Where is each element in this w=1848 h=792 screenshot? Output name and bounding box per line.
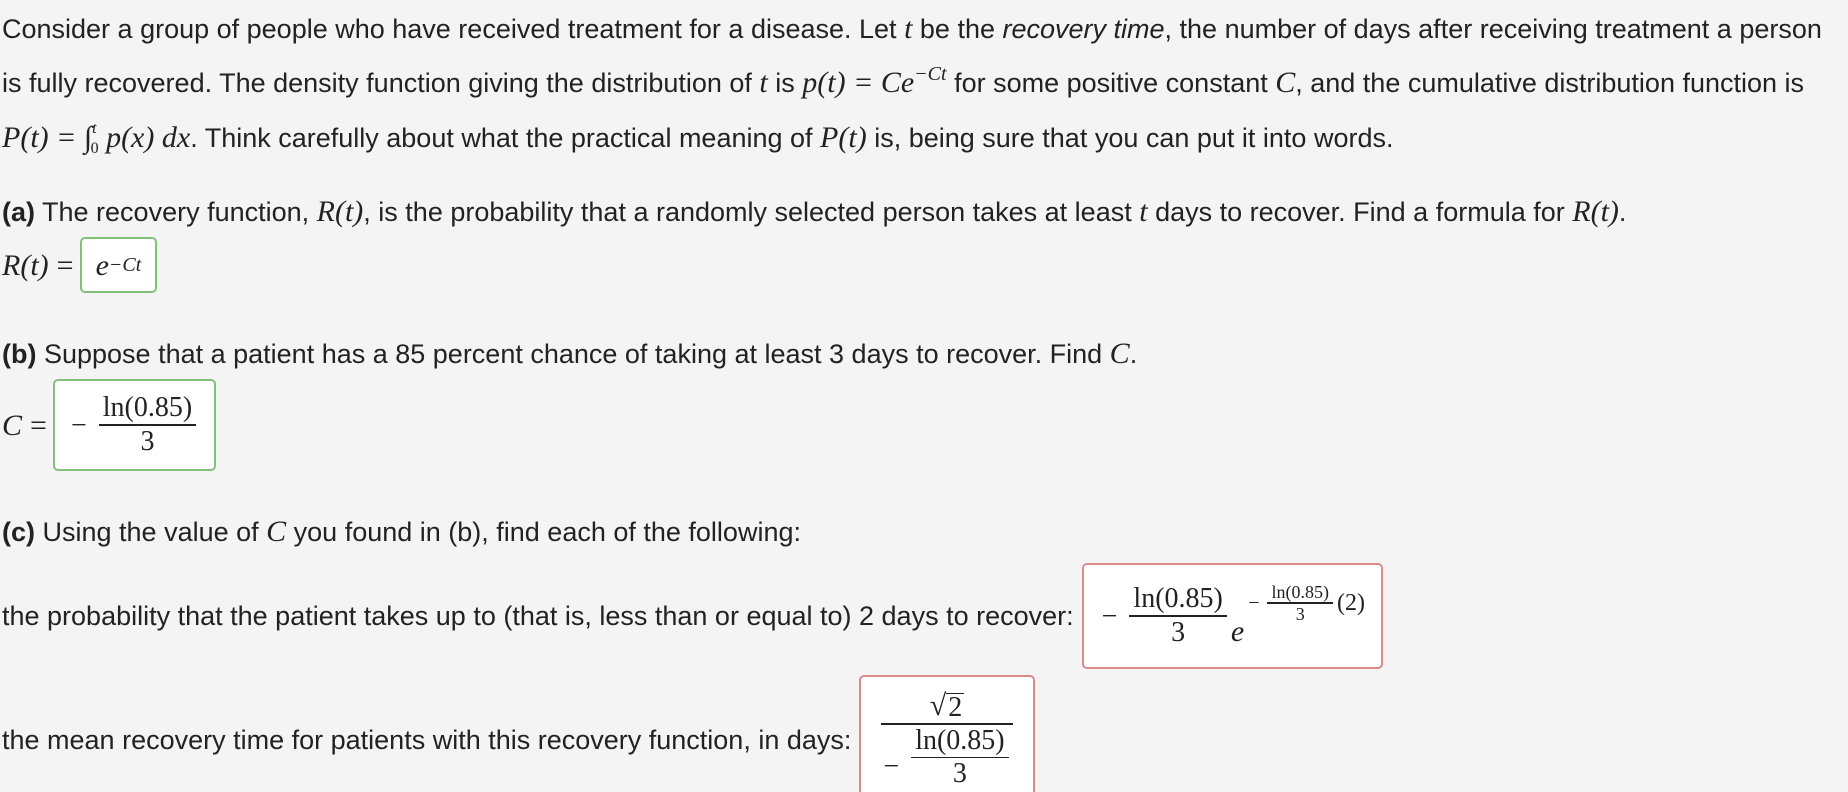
part-c-q2-answer-field[interactable] [859,675,1034,792]
c-variable: C [1109,337,1130,370]
part-b-text: . [1129,339,1138,369]
c-variable: C [2,408,23,442]
minus-sign: − [70,409,87,441]
t-variable: t [1139,195,1148,228]
fraction-numerator: ln(0.85) [1133,583,1223,615]
intro-text: , and the cumulative distribution function is [1295,68,1805,98]
r-function: R(t) [2,248,49,282]
part-a-text: . [1618,197,1627,227]
part-c-label: (c) [2,517,35,547]
inner-fraction [911,725,1008,791]
part-b-label: (b) [2,339,37,369]
density-exponent: −Ct [914,63,947,85]
part-a-text: The recovery function, [35,197,317,227]
q2-fraction [881,690,1012,790]
recovery-time-term: recovery time [1002,14,1165,44]
fraction-numerator: ln(0.85) [1271,582,1329,603]
intro-text: for some positive constant [946,68,1276,98]
density-formula: p(t) = Ce [802,66,915,99]
sqrt-expression [930,690,964,722]
t-variable: t [904,12,913,45]
intro-text: , the number of days after receiving treatment a person is fully recovered. The density function giving the distribution of [2,14,1822,98]
part-c-q2-row [2,675,1846,792]
fraction-numerator: ln(0.85) [915,724,1005,756]
sqrt-argument: 2 [948,692,963,723]
equals-sign: = [56,248,74,282]
fraction-denominator: 3 [1295,603,1305,624]
fraction-numerator: ln(0.85) [102,392,193,424]
part-a-answer-label [2,243,74,288]
part-a [2,189,1846,293]
q1-fraction [1129,583,1226,649]
part-b-answer-field[interactable] [53,379,216,471]
part-b-answer-label [2,403,47,448]
intro-text: be the [912,14,1003,44]
part-a-label: (a) [2,197,35,227]
part-c-text: you found in (b), find each of the following: [286,517,801,547]
r-function: R(t) [316,195,364,228]
cdf-formula: P(t) = ∫ [2,121,93,154]
minus-sign: − [1101,600,1118,632]
minus-sign: − [1248,591,1260,614]
fraction-denominator: 3 [140,425,155,457]
exponent-fraction [1267,582,1333,624]
part-c [2,509,1846,792]
fraction-denominator: 3 [1171,616,1186,648]
part-a-text: , is the probability that a randomly selected person takes at least [363,197,1140,227]
part-c-q1-answer-field[interactable] [1082,563,1383,669]
part-c-q1-text: the probability that the patient takes up to (that is, less than or equal to) 2 days to recover: [2,600,1074,631]
answer-fraction [99,392,196,458]
part-b-text: Suppose that a patient has a 85 percent chance of taking at least 3 days to recover. Find [36,339,1110,369]
answer-base: e [95,248,109,282]
exponent-base: e [1230,614,1245,648]
part-c-question [2,509,1846,555]
part-a-question [2,189,1846,235]
cdf-integrand: p(x) dx [98,121,191,154]
fraction-denominator [881,725,1012,791]
part-a-answer-row [2,237,1846,293]
c-variable: C [266,515,287,548]
equals-sign: = [30,408,47,442]
minus-sign: − [883,751,900,783]
part-b-answer-row [2,379,1846,471]
part-b-question [2,331,1846,377]
intro-text: is, being sure that you can put it into words. [866,123,1394,153]
fraction-numerator [926,690,968,723]
integral-lower-limit: 0 [90,140,99,157]
integral-upper-limit: t [92,120,97,137]
fraction-denominator: 3 [952,758,967,789]
part-a-text: days to recover. Find a formula for [1147,197,1573,227]
part-c-q2-text: the mean recovery time for patients with this recovery function, in days: [2,724,852,755]
intro-text: . Think carefully about what the practical meaning of [190,123,821,153]
exponent-tail: (2) [1336,589,1365,616]
cdf-name: P(t) [820,121,867,154]
part-c-q1-row [2,563,1846,669]
part-c-text: Using the value of [35,517,267,547]
part-a-answer-field[interactable] [80,237,158,293]
part-b [2,331,1846,471]
answer-exponent: −Ct [108,253,142,276]
c-variable: C [1275,66,1296,99]
intro-text: Consider a group of people who have received treatment for a disease. Let [2,14,905,44]
t-variable: t [759,66,768,99]
intro-text: is [767,68,803,98]
sqrt-icon: √ [929,689,947,722]
r-function: R(t) [1572,195,1619,228]
problem-intro [2,6,1846,171]
q1-exponent [1248,581,1365,626]
